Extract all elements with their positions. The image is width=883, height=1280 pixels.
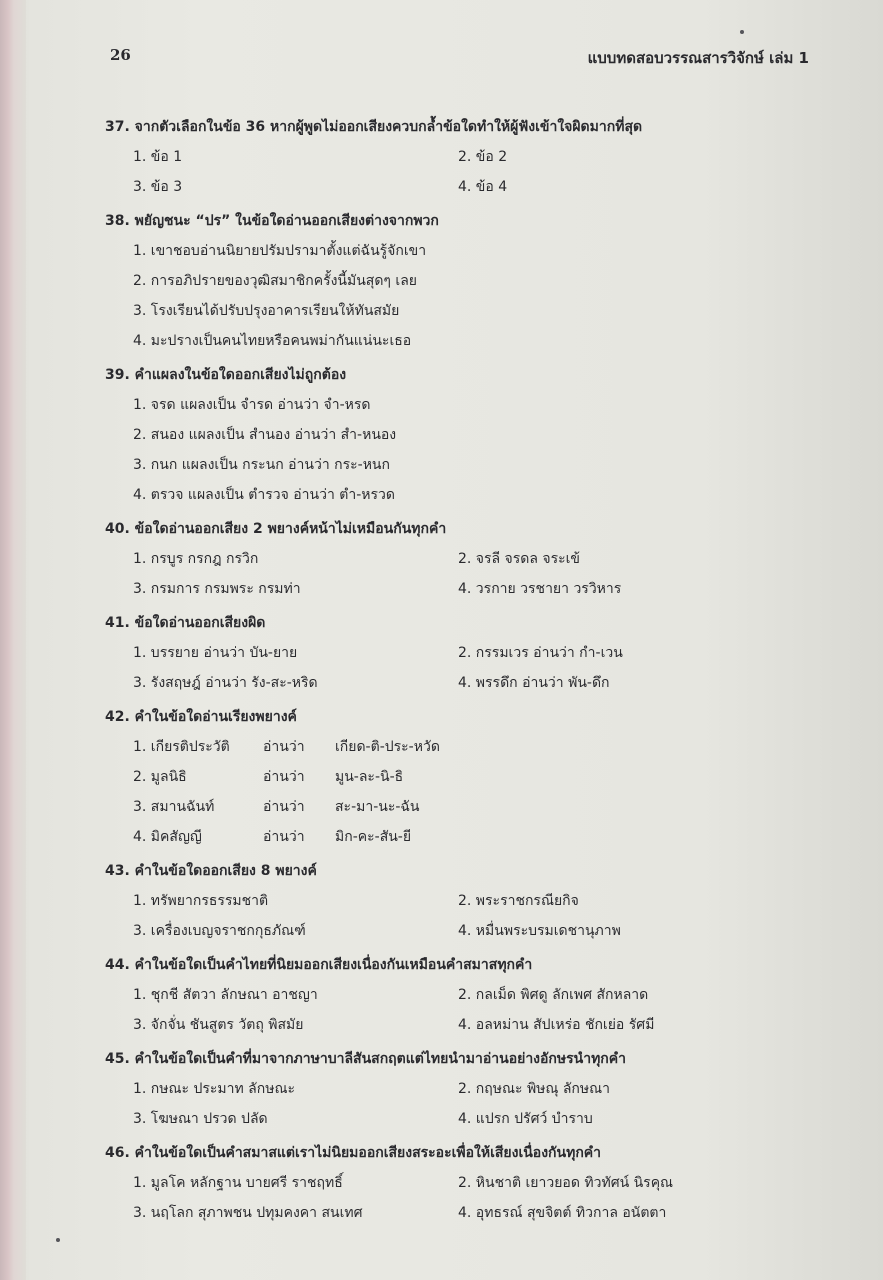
reads-label: อ่านว่า bbox=[263, 769, 305, 785]
option: 2. การอภิปรายของวุฒิสมาชิกครั้งนี้มันสุดๆ เลย bbox=[133, 273, 417, 289]
question-37 bbox=[105, 112, 835, 202]
option: 2. กฤษณะ พิษณุ ลักษณา bbox=[458, 1081, 610, 1097]
option: 4. แปรก ปรัศว์ บำราบ bbox=[458, 1111, 593, 1127]
option: 3. เครื่องเบญจราชกกุธภัณฑ์ bbox=[133, 923, 306, 939]
option: 4. ข้อ 4 bbox=[458, 179, 508, 195]
option: 4. อลหม่าน สัปเหร่อ ชักเย่อ รัศมี bbox=[458, 1017, 655, 1033]
reads-label: อ่านว่า bbox=[263, 799, 305, 815]
question-41 bbox=[105, 608, 835, 698]
question-text: 41. ข้อใดอ่านออกเสียงผิด bbox=[105, 615, 266, 631]
option-word: 4. มิคสัญญี bbox=[133, 829, 202, 845]
page-header bbox=[110, 46, 809, 70]
question-43 bbox=[105, 856, 835, 946]
option-grid bbox=[105, 638, 835, 698]
option-list bbox=[105, 390, 835, 510]
question-text: 37. จากตัวเลือกในข้อ 36 หากผู้พูดไม่ออกเสียงควบกล้ำข้อใดทำให้ผู้ฟังเข้าใจผิดมากที่สุด bbox=[105, 119, 643, 135]
option-word: 3. สมานฉันท์ bbox=[133, 799, 215, 815]
question-text: 39. คำแผลงในข้อใดออกเสียงไม่ถูกต้อง bbox=[105, 367, 347, 383]
option: 1. บรรยาย อ่านว่า บัน-ยาย bbox=[133, 645, 298, 661]
pronunciation: สะ-มา-นะ-ฉัน bbox=[335, 799, 420, 815]
option: 4. หมื่นพระบรมเดชานุภาพ bbox=[458, 923, 621, 939]
paper-speck bbox=[56, 1238, 60, 1242]
option: 1. จรด แผลงเป็น จำรด อ่านว่า จำ-หรด bbox=[133, 397, 371, 413]
question-44 bbox=[105, 950, 835, 1040]
page-edge bbox=[0, 0, 26, 1280]
option: 1. ชุกชี สัตวา ลักษณา อาชญา bbox=[133, 987, 318, 1003]
option-row bbox=[133, 822, 733, 852]
option: 3. กนก แผลงเป็น กระนก อ่านว่า กระ-หนก bbox=[133, 457, 390, 473]
option: 4. มะปรางเป็นคนไทยหรือคนพม่ากันแน่นะเธอ bbox=[133, 333, 412, 349]
question-text: 43. คำในข้อใดออกเสียง 8 พยางค์ bbox=[105, 863, 317, 879]
question-list bbox=[105, 112, 835, 1232]
option: 2. ข้อ 2 bbox=[458, 149, 508, 165]
option-word: 2. มูลนิธิ bbox=[133, 769, 187, 785]
option: 3. ข้อ 3 bbox=[133, 179, 183, 195]
option: 4. วรกาย วรชายา วรวิหาร bbox=[458, 581, 622, 597]
option: 1. ทรัพยากรธรรมชาติ bbox=[133, 893, 269, 909]
option: 3. โรงเรียนได้ปรับปรุงอาคารเรียนให้ทันสมัย bbox=[133, 303, 400, 319]
option: 4. ตรวจ แผลงเป็น ตำรวจ อ่านว่า ตำ-หรวด bbox=[133, 487, 395, 503]
question-46 bbox=[105, 1138, 835, 1228]
question-38 bbox=[105, 206, 835, 356]
paper-speck bbox=[740, 30, 744, 34]
option: 2. หินชาติ เยาวยอด ทิวทัศน์ นิรคุณ bbox=[458, 1175, 674, 1191]
option-grid bbox=[105, 1168, 835, 1228]
option: 2. กรรมเวร อ่านว่า กำ-เวน bbox=[458, 645, 623, 661]
option: 2. สนอง แผลงเป็น สำนอง อ่านว่า สำ-หนอง bbox=[133, 427, 397, 443]
option: 2. กลเม็ด พิศดู ลักเพศ สักหลาด bbox=[458, 987, 649, 1003]
option: 1. กษณะ ประมาท ลักษณะ bbox=[133, 1081, 295, 1097]
option: 3. กรมการ กรมพระ กรมท่า bbox=[133, 581, 301, 597]
option-word: 1. เกียรติประวัติ bbox=[133, 739, 230, 755]
option-grid bbox=[105, 886, 835, 946]
question-45 bbox=[105, 1044, 835, 1134]
option: 1. มูลโค หลักฐาน บายศรี ราชฤทธิ์ bbox=[133, 1175, 343, 1191]
option: 4. พรรดึก อ่านว่า พัน-ดึก bbox=[458, 675, 610, 691]
question-text: 45. คำในข้อใดเป็นคำที่มาจากภาษาบาลีสันสกฤตแต่ไทยนำมาอ่านอย่างอักษรนำทุกคำ bbox=[105, 1051, 627, 1067]
question-text: 42. คำในข้อใดอ่านเรียงพยางค์ bbox=[105, 709, 297, 725]
option-row bbox=[133, 762, 733, 792]
option-row bbox=[133, 732, 733, 762]
reads-label: อ่านว่า bbox=[263, 739, 305, 755]
book-title: แบบทดสอบวรรณสารวิจักษ์ เล่ม 1 bbox=[587, 49, 809, 67]
reads-label: อ่านว่า bbox=[263, 829, 305, 845]
option: 2. พระราชกรณียกิจ bbox=[458, 893, 579, 909]
option: 1. ข้อ 1 bbox=[133, 149, 183, 165]
option-grid bbox=[105, 142, 835, 202]
pronunciation: มิก-คะ-สัน-ยี bbox=[335, 829, 412, 845]
option: 3. โฆษณา ปรวด ปลัด bbox=[133, 1111, 268, 1127]
option: 2. จรลี จรดล จระเข้ bbox=[458, 551, 581, 567]
option-grid bbox=[105, 980, 835, 1040]
question-text: 38. พยัญชนะ “ปร” ในข้อใดอ่านออกเสียงต่างจากพวก bbox=[105, 213, 439, 229]
option: 3. นฤโลก สุภาพชน ปทุมคงคา สนเทศ bbox=[133, 1205, 363, 1221]
page-number: 26 bbox=[110, 46, 131, 64]
question-39 bbox=[105, 360, 835, 510]
pronunciation: เกียด-ติ-ประ-หวัด bbox=[335, 739, 440, 755]
question-text: 40. ข้อใดอ่านออกเสียง 2 พยางค์หน้าไม่เหมือนกันทุกคำ bbox=[105, 521, 447, 537]
option-list bbox=[105, 236, 835, 356]
option-table bbox=[105, 732, 835, 852]
option: 4. อุทธรณ์ สุขจิตต์ ทิวกาล อนัตตา bbox=[458, 1205, 667, 1221]
option: 3. รังสฤษฎ์ อ่านว่า รัง-สะ-หริด bbox=[133, 675, 318, 691]
option-grid bbox=[105, 1074, 835, 1134]
question-text: 44. คำในข้อใดเป็นคำไทยที่นิยมออกเสียงเนื่องกันเหมือนคำสมาสทุกคำ bbox=[105, 957, 533, 973]
pronunciation: มูน-ละ-นิ-ธิ bbox=[335, 769, 404, 785]
question-40 bbox=[105, 514, 835, 604]
question-42 bbox=[105, 702, 835, 852]
question-text: 46. คำในข้อใดเป็นคำสมาสแต่เราไม่นิยมออกเสียงสระอะเพื่อให้เสียงเนื่องกันทุกคำ bbox=[105, 1145, 602, 1161]
option-row bbox=[133, 792, 733, 822]
option-grid bbox=[105, 544, 835, 604]
option: 1. กรบูร กรกฎ กรวิก bbox=[133, 551, 259, 567]
option: 1. เขาชอบอ่านนิยายปรัมปรามาตั้งแต่ฉันรู้จักเขา bbox=[133, 243, 427, 259]
option: 3. จักจั่น ชันสูตร วัตถุ พิสมัย bbox=[133, 1017, 304, 1033]
